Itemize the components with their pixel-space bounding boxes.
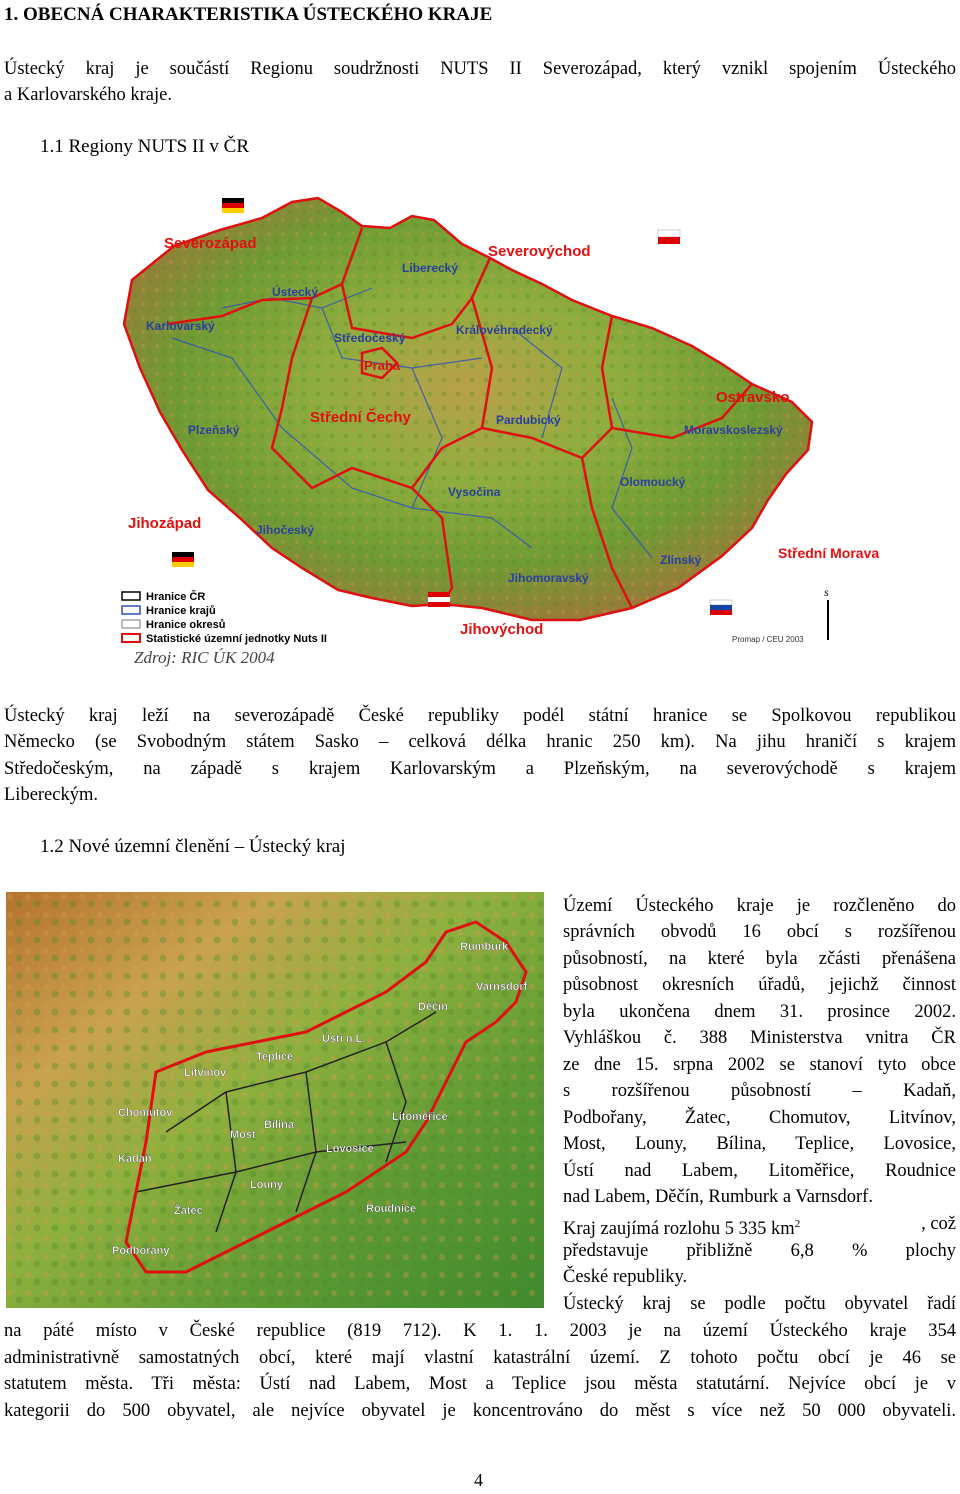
label-jihozapad: Jihozápad <box>128 515 202 532</box>
right-line-11: Ústí nad Labem, Litoměřice, Roudnice <box>563 1161 956 1181</box>
kraj-vysocina: Vysočina <box>448 485 501 499</box>
right-line-7: ze dne 15. srpna 2002 se stanoví tyto obce <box>563 1055 956 1075</box>
full-line-4: kategorii do 500 obyvatel, ale nejvíce obyvatel je koncentrováno do měst s více než 50 000 obyvateli. <box>4 1401 956 1421</box>
label-jihovychod: Jihovýchod <box>460 621 544 638</box>
kraj-plzensky: Plzeňský <box>188 423 240 437</box>
right-line-8: s rozšířenou působností – Kadaň, <box>563 1081 956 1101</box>
town-zatec: Žatec <box>174 1205 203 1217</box>
section-heading-1-1: 1.1 Regiony NUTS II v ČR <box>40 136 249 157</box>
map-credit: Promap / CEU 2003 <box>732 635 804 644</box>
intro-line-1: Ústecký kraj je součástí Regionu soudržnosti NUTS II Severozápad, který vznikl spojením Ústeckého <box>4 59 956 79</box>
main-heading: 1. OBECNÁ CHARAKTERISTIKA ÚSTECKÉHO KRAJE <box>4 4 493 25</box>
share-line-2: České republiky. <box>563 1267 688 1287</box>
town-lovosice: Lovosice <box>326 1143 374 1155</box>
town-bilina: Bílina <box>264 1119 294 1131</box>
kraj-moravskoslezsky: Moravskoslezský <box>684 423 783 437</box>
kraj-jihomoravsky: Jihomoravský <box>508 571 589 585</box>
right-line-4: působnost okresních úřadů, jejichž činnost <box>563 975 956 995</box>
north-arrow-icon <box>824 585 829 640</box>
pop-line-1: Ústecký kraj se podle počtu obyvatel řadí <box>563 1294 956 1314</box>
kraj-pardubicky: Pardubický <box>496 413 561 427</box>
right-line-6: Vyhláškou č. 388 Ministerstva vnitra ČR <box>563 1028 956 1048</box>
flag-slovakia-icon <box>710 600 732 615</box>
label-severozapad: Severozápad <box>164 235 257 252</box>
kraj-zlinsky: Zlínský <box>660 553 702 567</box>
town-varnsdorf: Varnsdorf <box>476 981 528 993</box>
town-teplice: Teplice <box>256 1051 294 1063</box>
legend-hranice-cr: Hranice ČR <box>146 591 206 603</box>
svg-text:s: s <box>824 585 829 599</box>
right-line-3: působností, na které byla zčásti přenášena <box>563 949 956 969</box>
legend-nuts: Statistické územní jednotky Nuts II <box>146 633 327 645</box>
section-heading-1-2: 1.2 Nové územní členění – Ústecký kraj <box>40 836 346 857</box>
label-severovychod: Severovýchod <box>488 243 591 260</box>
right-line-10: Most, Louny, Bílina, Teplice, Lovosice, <box>563 1134 956 1154</box>
kraj-karlovarsky: Karlovarský <box>146 319 215 333</box>
town-kadan: Kadaň <box>118 1153 152 1165</box>
kraj-jihocesky: Jihočeský <box>256 523 315 537</box>
share-line: představuje přibližně 6,8 % plochy <box>563 1241 956 1261</box>
right-line-12: nad Labem, Děčín, Rumburk a Varnsdorf. <box>563 1187 873 1207</box>
town-rumburk: Rumburk <box>460 941 509 953</box>
ustecky-map-svg <box>6 892 544 1308</box>
right-line-5: byla ukončena dnem 31. prosince 2002. <box>563 1002 956 1022</box>
town-roudnice: Roudnice <box>366 1203 417 1215</box>
town-chomutov: Chomutov <box>118 1107 173 1119</box>
label-stredni-morava: Střední Morava <box>778 545 880 561</box>
label-stredni-morava <box>778 545 879 561</box>
town-litomerice: Litoměřice <box>392 1111 448 1123</box>
nuts-map-svg <box>112 188 880 646</box>
legend-hranice-kraju: Hranice krajů <box>146 605 216 617</box>
flag-germany-icon <box>222 198 244 213</box>
page-number: 4 <box>474 1470 483 1490</box>
town-usti: Ústí n.L. <box>322 1033 366 1045</box>
flag-austria-icon <box>428 592 450 607</box>
right-line-2: správních obvodů 16 obcí s rozšířenou <box>563 922 956 942</box>
town-podborany: Podbořany <box>112 1245 170 1257</box>
para-line-3: Středočeským, na západě s krajem Karlovarským a Plzeňským, na severovýchodě s krajem <box>4 759 956 779</box>
kraj-ustecky: Ústecký <box>272 285 319 299</box>
kraj-kralovehradecky: Královéhradecký <box>456 323 553 337</box>
flag-germany-south-icon <box>172 552 194 567</box>
town-louny: Louny <box>250 1179 283 1191</box>
right-line-1: Území Ústeckého kraje je rozčleněno do <box>563 896 956 916</box>
para-line-4: Libereckým. <box>4 785 98 805</box>
nuts-map <box>112 188 880 646</box>
legend-hranice-okresu: Hranice okresů <box>146 619 226 631</box>
town-litvinov: Litvínov <box>184 1067 227 1079</box>
map-legend <box>122 590 327 645</box>
map-source: Zdroj: RIC ÚK 2004 <box>134 648 275 667</box>
town-decin: Děčín <box>418 1001 448 1013</box>
area-sup: 2 <box>794 1218 801 1230</box>
area-text: Kraj zaujímá rozlohu 5 335 $km^2$ <box>563 1218 801 1240</box>
intro-line-2: a Karlovarského kraje. <box>4 85 172 105</box>
town-most: Most <box>230 1129 256 1141</box>
full-line-1: na páté místo v České republice (819 712). K 1. 1. 2003 je na území Ústeckého kraje 354 <box>4 1321 956 1341</box>
label-ostravsko: Ostravsko <box>716 389 790 406</box>
kraj-olomoucky: Olomoucký <box>620 475 686 489</box>
kraj-stredocesky: Středočeský <box>334 331 406 345</box>
flag-poland-icon <box>658 230 680 244</box>
para-line-1: Ústecký kraj leží na severozápadě České republiky podél státní hranice se Spolkovou republikou <box>4 706 956 726</box>
area-post: , což <box>921 1214 956 1234</box>
full-line-2: administrativně samostatných obcí, které mají vlastní katastrální území. Z tohoto počtu obcí je 46 se <box>4 1348 956 1368</box>
para-line-2: Německo (se Svobodným státem Sasko – celková délka hranic 250 km). Na jihu hraničí s krajem <box>4 732 956 752</box>
right-line-9: Podbořany, Žatec, Chomutov, Litvínov, <box>563 1108 956 1128</box>
kraj-liberecky: Liberecký <box>402 261 459 275</box>
label-praha: Praha <box>364 358 401 373</box>
label-stredni-cechy: Střední Čechy <box>310 409 411 426</box>
full-line-3: statutem města. Tři města: Ústí nad Labem, Most a Teplice jsou města statutární. Nejvíce obcí je v <box>4 1374 956 1394</box>
ustecky-map <box>6 892 544 1308</box>
